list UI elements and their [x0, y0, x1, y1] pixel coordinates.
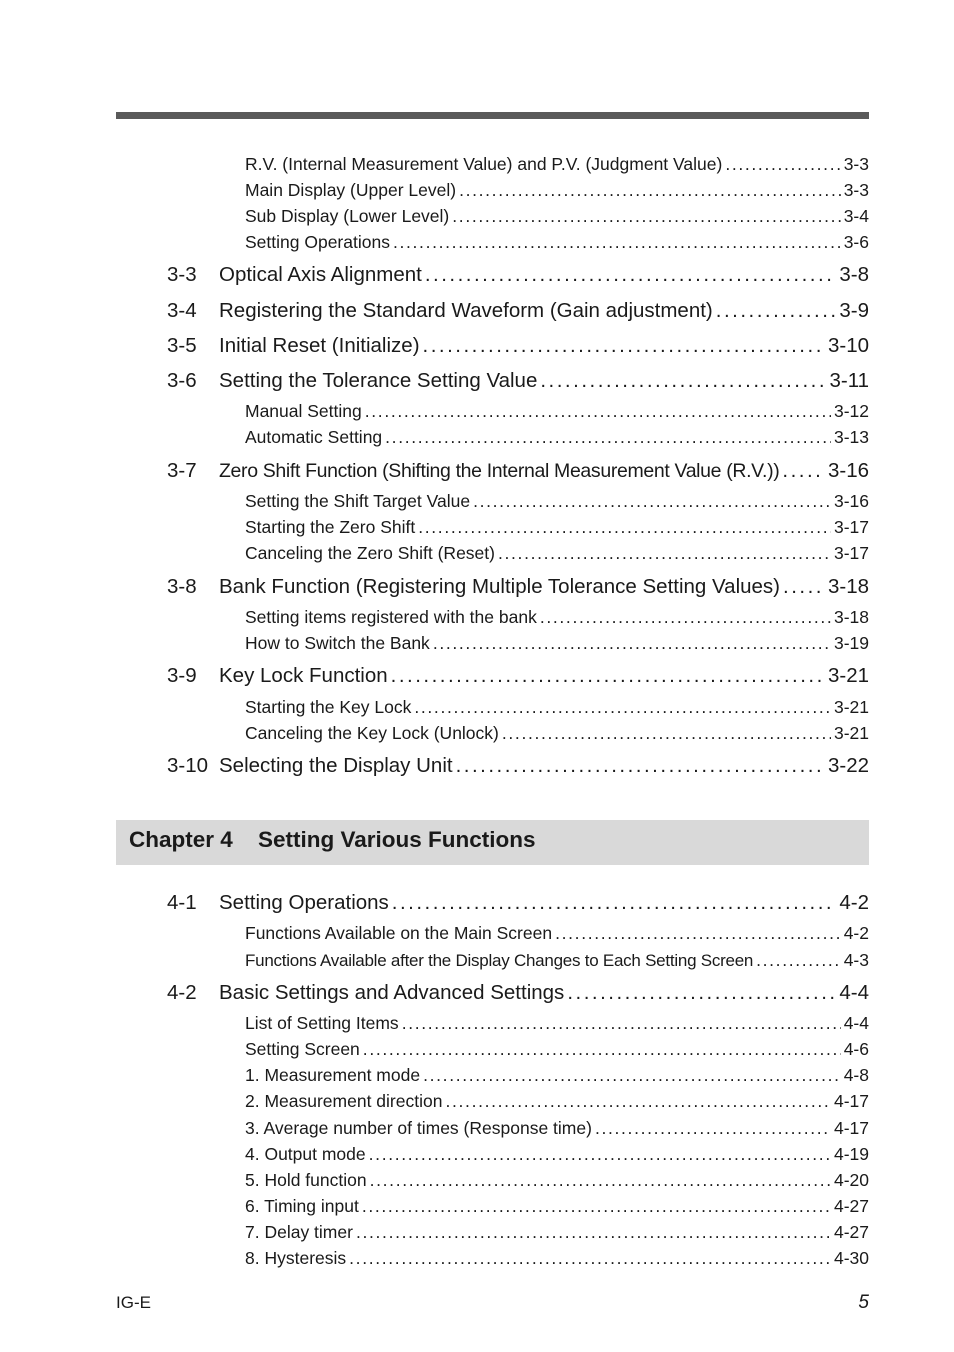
toc-subsection-entry[interactable]: [245, 1196, 869, 1217]
page-number: 4-4: [843, 1013, 869, 1033]
entry-title: 1. Measurement mode: [245, 1065, 421, 1085]
page-number: 4-27: [833, 1222, 869, 1242]
dot-leader: [393, 232, 841, 253]
page-number: 3-6: [843, 232, 869, 252]
toc-section-entry[interactable]: [167, 459, 869, 483]
toc-section-entry[interactable]: [167, 981, 869, 1005]
toc-subsection-entry[interactable]: [245, 491, 869, 512]
toc-subsection-entry[interactable]: [245, 517, 869, 538]
toc-subsection-entry[interactable]: [245, 401, 869, 422]
entry-title: 8. Hysteresis: [245, 1248, 347, 1268]
chapter-title: Setting Various Functions: [258, 827, 536, 852]
toc-subsection-entry[interactable]: [245, 1222, 869, 1243]
page-number: 3-22: [827, 754, 869, 777]
toc-subsection-entry[interactable]: [245, 206, 869, 227]
entry-title: 5. Hold function: [245, 1170, 367, 1190]
entry-title: Sub Display (Lower Level): [245, 206, 450, 226]
section-number: 3-6: [167, 369, 197, 392]
toc-subsection-entry[interactable]: [245, 543, 869, 564]
entry-title: Starting the Key Lock: [245, 697, 412, 717]
entry-title: Starting the Zero Shift: [245, 517, 416, 537]
dot-leader: [423, 334, 825, 358]
page-number: 4-8: [843, 1065, 869, 1085]
dot-leader: [356, 1222, 831, 1243]
entry-title: Setting items registered with the bank: [245, 607, 537, 627]
dot-leader: [433, 633, 831, 654]
toc-section-entry[interactable]: [167, 754, 869, 778]
dot-leader: [362, 1196, 831, 1217]
section-number: 3-5: [167, 334, 197, 357]
dot-leader: [540, 369, 826, 393]
page-number: 3-16: [827, 459, 869, 482]
toc-subsection-entry[interactable]: [245, 1065, 869, 1086]
toc-section-entry[interactable]: [167, 369, 869, 393]
entry-title: Initial Reset (Initialize): [219, 334, 420, 357]
dot-leader: [370, 1170, 831, 1191]
dot-leader: [756, 950, 841, 971]
section-number: 3-9: [167, 664, 197, 687]
entry-title: Automatic Setting: [245, 427, 383, 447]
section-number: 4-1: [167, 891, 197, 914]
dot-leader: [725, 154, 840, 175]
page-number: 4-3: [843, 950, 869, 970]
entry-title: Setting Operations: [219, 891, 389, 914]
dot-leader: [363, 1039, 841, 1060]
entry-title: 7. Delay timer: [245, 1222, 353, 1242]
page-number: 4-30: [833, 1248, 869, 1268]
page-number: 3-13: [833, 427, 869, 447]
page-number: 3-18: [833, 607, 869, 627]
page-number: 4-2: [839, 891, 869, 914]
toc-subsection-entry[interactable]: [245, 607, 869, 628]
entry-title: Basic Settings and Advanced Settings: [219, 981, 565, 1004]
footer-doc-code: IG-E: [116, 1293, 151, 1312]
dot-leader: [473, 491, 831, 512]
page-number: 4-17: [833, 1118, 869, 1138]
toc-subsection-entry[interactable]: [245, 1013, 869, 1034]
entry-title: Optical Axis Alignment: [219, 263, 422, 286]
chapter-heading: [116, 820, 869, 865]
toc-subsection-entry[interactable]: [245, 1039, 869, 1060]
dot-leader: [782, 459, 825, 483]
toc-section-entry[interactable]: [167, 575, 869, 599]
dot-leader: [414, 697, 831, 718]
toc-subsection-entry[interactable]: [245, 633, 869, 654]
page-number: 3-16: [833, 491, 869, 511]
toc-subsection-entry[interactable]: [245, 697, 869, 718]
entry-title: Canceling the Zero Shift (Reset): [245, 543, 495, 563]
toc-subsection-entry[interactable]: [245, 180, 869, 201]
page-number: 3-19: [833, 633, 869, 653]
dot-leader: [452, 206, 840, 227]
page-number: 4-6: [843, 1039, 869, 1059]
toc-subsection-entry[interactable]: [245, 723, 869, 744]
entry-title: How to Switch the Bank: [245, 633, 430, 653]
dot-leader: [369, 1144, 831, 1165]
page-number: 3-12: [833, 401, 869, 421]
dot-leader: [402, 1013, 841, 1034]
entry-title: Setting the Shift Target Value: [245, 491, 471, 511]
toc-subsection-entry[interactable]: [245, 923, 869, 944]
toc-subsection-entry[interactable]: [245, 1091, 869, 1112]
toc-subsection-entry[interactable]: [245, 427, 869, 448]
chapter-label: Chapter 4: [129, 827, 233, 852]
toc-section-entry[interactable]: [167, 263, 869, 287]
page-number: 3-10: [827, 334, 869, 357]
toc-section-entry[interactable]: [167, 299, 869, 323]
section-number: 3-7: [167, 459, 197, 482]
dot-leader: [392, 891, 837, 915]
entry-title: Zero Shift Function (Shifting the Internal Measurement Value (R.V.)): [219, 460, 780, 482]
dot-leader: [385, 427, 831, 448]
entry-title: Manual Setting: [245, 401, 362, 421]
entry-title: Bank Function (Registering Multiple Tolerance Setting Values): [219, 575, 781, 598]
entry-title: Setting Screen: [245, 1039, 360, 1059]
page-number: 4-2: [843, 923, 869, 943]
dot-leader: [502, 723, 831, 744]
entry-title: Setting the Tolerance Setting Value: [219, 369, 538, 392]
dot-leader: [595, 1118, 831, 1139]
entry-title: 3. Average number of times (Response time): [245, 1118, 592, 1138]
page-number: 3-8: [839, 263, 869, 286]
entry-title: R.V. (Internal Measurement Value) and P.V. (Judgment Value): [245, 154, 723, 174]
toc-subsection-entry[interactable]: [245, 1118, 869, 1139]
toc-subsection-entry[interactable]: [245, 232, 869, 253]
page-number: 3-21: [827, 664, 869, 687]
section-number: 4-2: [167, 981, 197, 1004]
dot-leader: [498, 543, 831, 564]
entry-title: Selecting the Display Unit: [219, 754, 453, 777]
dot-leader: [555, 923, 841, 944]
page-number: 3-18: [827, 575, 869, 598]
dot-leader: [456, 754, 825, 778]
page-number: 3-4: [843, 206, 869, 226]
entry-title: 2. Measurement direction: [245, 1091, 443, 1111]
entry-title: 4. Output mode: [245, 1144, 366, 1164]
entry-title: Key Lock Function: [219, 664, 388, 687]
page-number: 3-21: [833, 723, 869, 743]
page-number: 3-3: [843, 154, 869, 174]
footer-page-number: 5: [858, 1292, 869, 1313]
dot-leader: [459, 180, 841, 201]
dot-leader: [425, 263, 837, 287]
page-number: 4-20: [833, 1170, 869, 1190]
page-number: 4-4: [839, 981, 869, 1004]
entry-title: Functions Available on the Main Screen: [245, 923, 553, 943]
entry-title: 6. Timing input: [245, 1196, 359, 1216]
entry-title: Functions Available after the Display Changes to Each Setting Screen: [245, 951, 754, 970]
section-number: 3-3: [167, 263, 197, 286]
toc-subsection-entry[interactable]: [245, 1248, 869, 1269]
dot-leader: [716, 299, 837, 323]
toc-section-entry[interactable]: [167, 891, 869, 915]
page-number: 4-17: [833, 1091, 869, 1111]
page-number: 3-3: [843, 180, 869, 200]
dot-leader: [783, 575, 825, 599]
dot-leader: [567, 981, 836, 1005]
page-number: 4-27: [833, 1196, 869, 1216]
toc-section-entry[interactable]: [167, 664, 869, 688]
entry-title: Canceling the Key Lock (Unlock): [245, 723, 499, 743]
dot-leader: [349, 1248, 831, 1269]
dot-leader: [423, 1065, 841, 1086]
toc-subsection-entry[interactable]: [245, 1170, 869, 1191]
page-number: 3-21: [833, 697, 869, 717]
page-number: 3-11: [829, 369, 869, 392]
page-number: 3-17: [833, 517, 869, 537]
toc-subsection-entry[interactable]: [245, 950, 869, 971]
entry-title: List of Setting Items: [245, 1013, 399, 1033]
section-number: 3-4: [167, 299, 197, 322]
dot-leader: [445, 1091, 831, 1112]
dot-leader: [391, 664, 825, 688]
toc-section-entry[interactable]: [167, 334, 869, 358]
toc-subsection-entry[interactable]: [245, 154, 869, 175]
section-number: 3-8: [167, 575, 197, 598]
page-number: 3-9: [839, 299, 869, 322]
entry-title: Setting Operations: [245, 232, 390, 252]
header-rule: [116, 112, 869, 119]
entry-title: Registering the Standard Waveform (Gain adjustment): [219, 299, 713, 322]
page-number: 4-19: [833, 1144, 869, 1164]
dot-leader: [418, 517, 831, 538]
dot-leader: [540, 607, 831, 628]
dot-leader: [365, 401, 831, 422]
page-number: 3-17: [833, 543, 869, 563]
toc-subsection-entry[interactable]: [245, 1144, 869, 1165]
section-number: 3-10: [167, 754, 209, 777]
entry-title: Main Display (Upper Level): [245, 180, 457, 200]
